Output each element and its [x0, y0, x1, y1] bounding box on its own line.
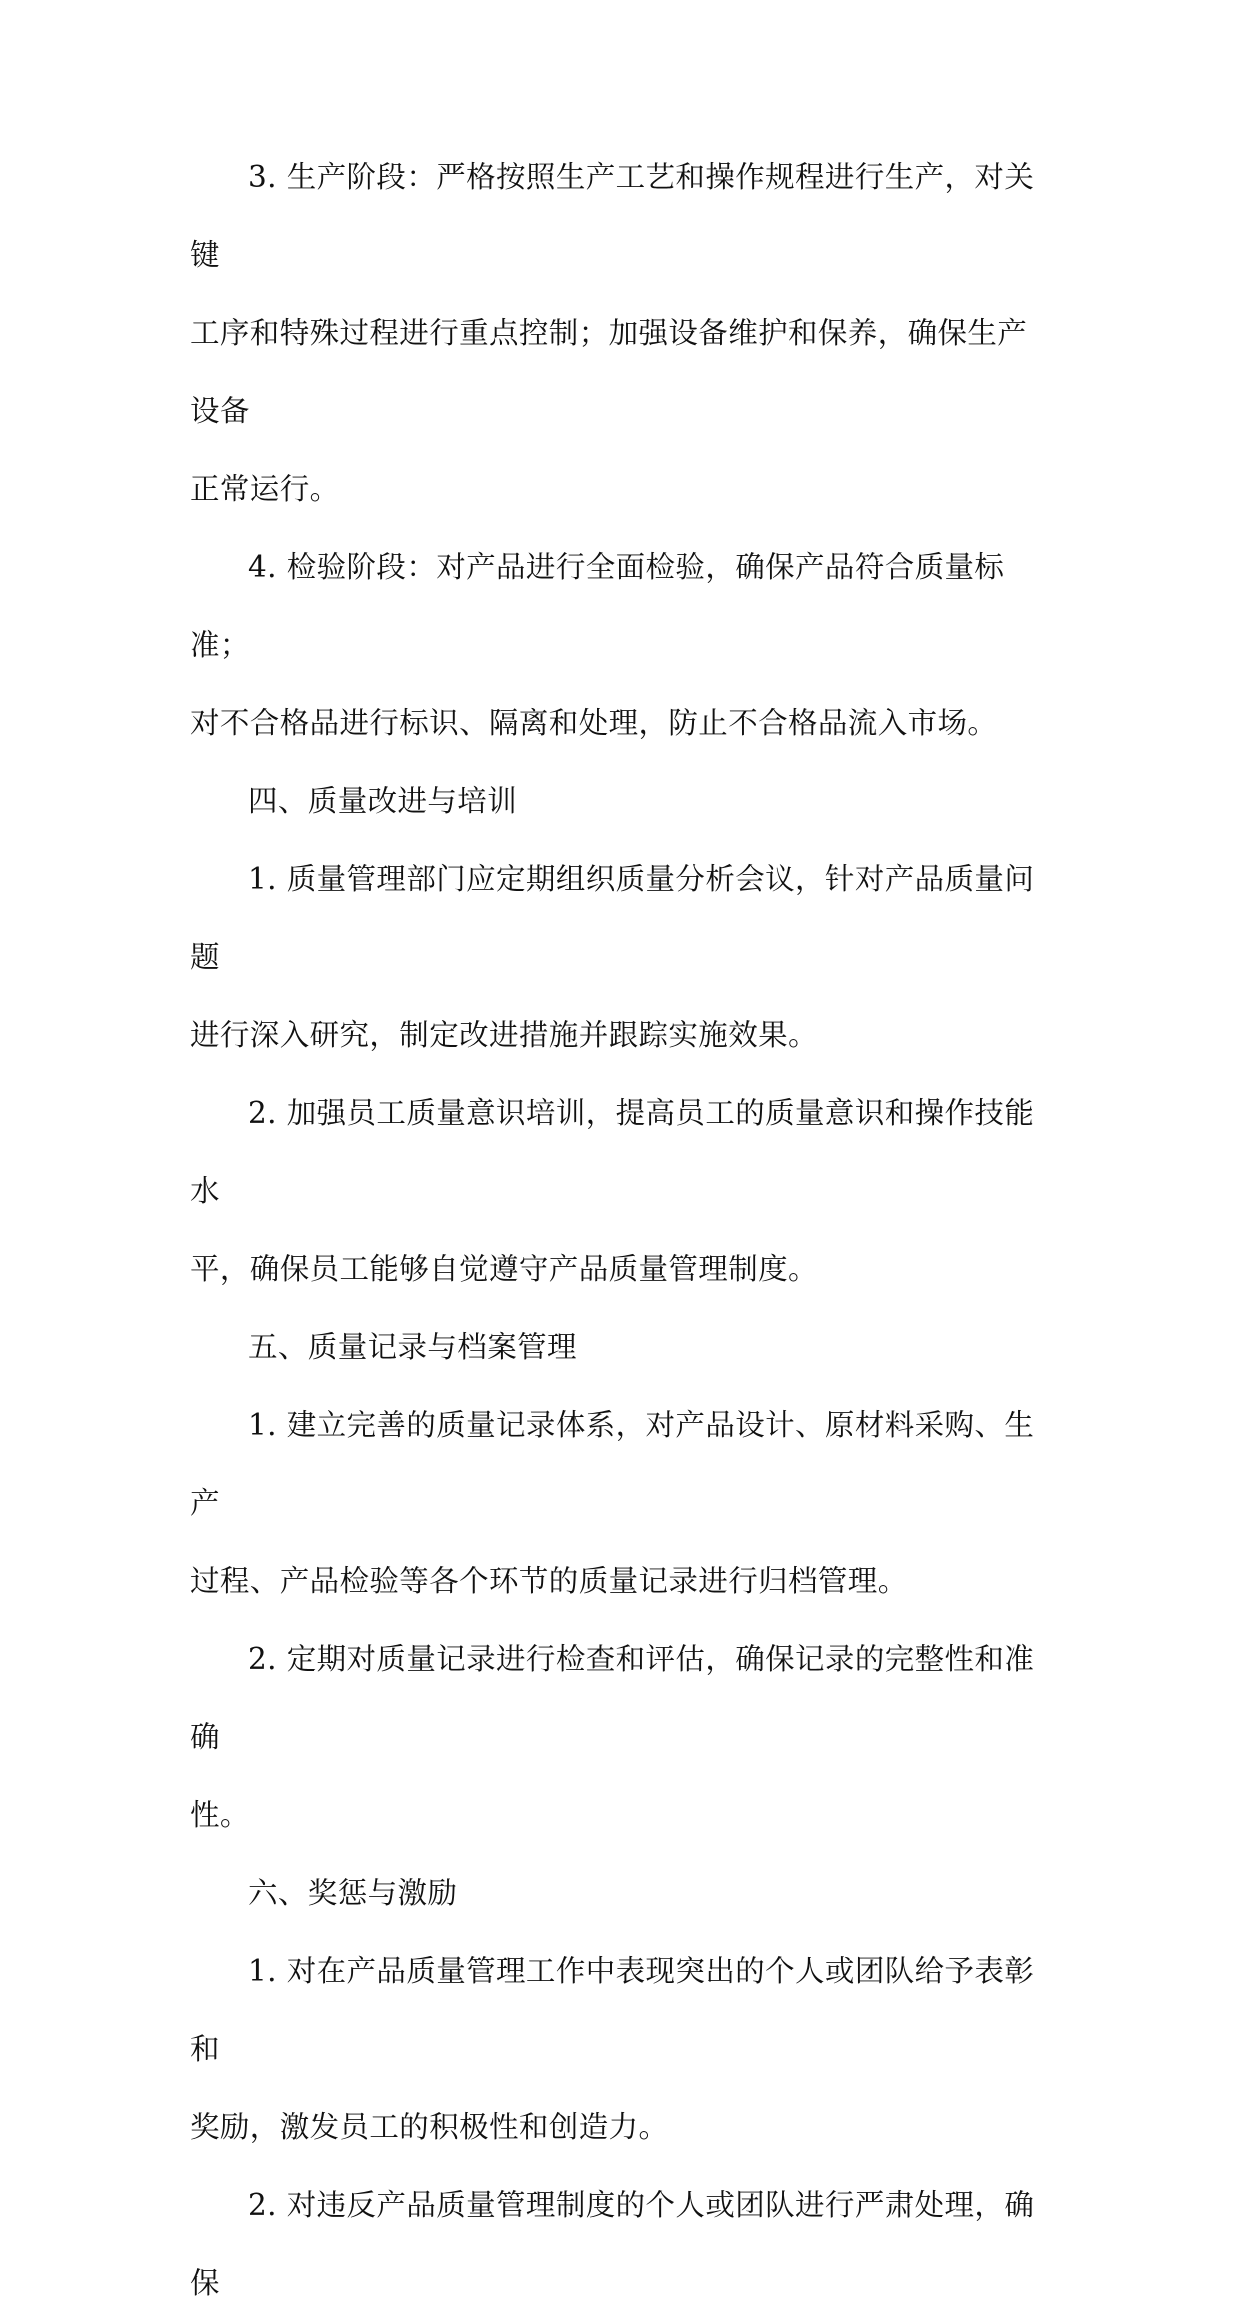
line-3: 正常运行。 [190, 472, 340, 506]
line-7: 1. 质量管理部门应定期组织质量分析会议，针对产品质量问题 [190, 862, 1035, 974]
line-18: 奖励，激发员工的积极性和创造力。 [190, 2110, 669, 2144]
document-page [190, 138, 1050, 2322]
line-17: 1. 对在产品质量管理工作中表现突出的个人或团队给予表彰和 [190, 1954, 1035, 2066]
line-19: 2. 对违反产品质量管理制度的个人或团队进行严肃处理，确保 [190, 2188, 1035, 2300]
line-8: 进行深入研究，制定改进措施并跟踪实施效果。 [190, 1018, 818, 1052]
line-1: 3. 生产阶段：严格按照生产工艺和操作规程进行生产，对关键 [190, 160, 1035, 272]
line-4: 4. 检验阶段：对产品进行全面检验，确保产品符合质量标准； [190, 550, 1005, 662]
section-heading-5: 五、质量记录与档案管理 [248, 1330, 577, 1364]
line-12: 1. 建立完善的质量记录体系，对产品设计、原材料采购、生产 [190, 1408, 1035, 1520]
line-9: 2. 加强员工质量意识培训，提高员工的质量意识和操作技能水 [190, 1096, 1035, 1208]
line-15: 性。 [190, 1798, 250, 1832]
line-2: 工序和特殊过程进行重点控制；加强设备维护和保养，确保生产设备 [190, 316, 1028, 428]
line-14: 2. 定期对质量记录进行检查和评估，确保记录的完整性和准确 [190, 1642, 1035, 1754]
line-5: 对不合格品进行标识、隔离和处理，防止不合格品流入市场。 [190, 706, 998, 740]
section-heading-6: 六、奖惩与激励 [248, 1876, 458, 1910]
section-heading-4: 四、质量改进与培训 [248, 784, 518, 818]
line-10: 平，确保员工能够自觉遵守产品质量管理制度。 [190, 1252, 818, 1286]
line-13: 过程、产品检验等各个环节的质量记录进行归档管理。 [190, 1564, 908, 1598]
